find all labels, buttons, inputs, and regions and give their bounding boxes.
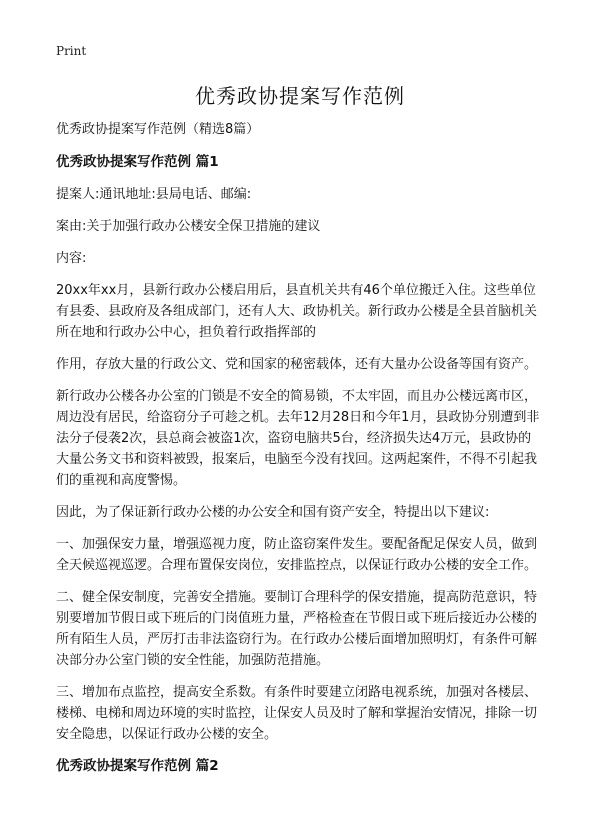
paragraph: 新行政办公楼各办公室的门锁是不安全的简易锁，不太牢固，而且办公楼远离市区，周边没有居民，给盗窃分子可趁之机。去年12月28日和今年1月，县政协分别遭到非法分子侵袭2次，县总商会被盗1次，盗窃电脑共5台，经济损失达4万元，县政协的大量公务文书和资料被毁，报案后，电脑至今没有找回。这两起案件，不得不引起我们的重视和高度警惕。	[56, 389, 540, 488]
document-subtitle: 优秀政协提案写作范例（精选8篇）	[56, 122, 260, 137]
section-heading-1: 优秀政协提案写作范例 篇1	[56, 154, 219, 170]
subject-line: 案由:关于加强行政办公楼安全保卫措施的建议	[56, 219, 321, 234]
proposer-line: 提案人:通讯地址:县局电话、邮编:	[56, 187, 252, 202]
print-label: Print	[56, 44, 87, 58]
paragraph: 三、增加布点监控，提高安全系数。有条件时要建立闭路电视系统，加强对各楼层、楼梯、电梯和周边环境的实时监控，让保安人员及时了解和掌握治安情况，排除一切安全隐患，以保证行政办公楼的安全。	[56, 685, 538, 742]
paragraph: 20xx年xx月，县新行政办公楼启用后，县直机关共有46个单位搬迁入住。这些单位有县委、县政府及各组成部门，还有人大、政协机关。新行政办公楼是全县首脑机关所在地和行政办公中心，担负着行政指挥部的	[56, 283, 538, 340]
paragraph: 二、健全保安制度，完善安全措施。要制订合理科学的保安措施，提高防范意识，特别要增加节假日或下班后的门岗值班力量，严格检查在节假日或下班后接近办公楼的所有陌生人员，严厉打击非法盗窃行为。在行政办公楼后面增加照明灯，有条件可解决部分办公室门锁的安全性能，加强防范措施。	[56, 590, 538, 668]
paragraph: 一、加强保安力量，增强巡视力度，防止盗窃案件发生。要配备配足保安人员，做到全天候巡视巡逻。合理布置保安岗位，安排监控点，以保证行政办公楼的安全工作。	[56, 537, 538, 573]
section-heading-2: 优秀政协提案写作范例 篇2	[56, 758, 219, 774]
document-body	[56, 119, 544, 788]
content-label: 内容:	[56, 251, 87, 266]
paragraph: 作用，存放大量的行政公文、党和国家的秘密载体，还有大量办公设备等国有资产。	[56, 357, 538, 372]
paragraph: 因此，为了保证新行政办公楼的办公安全和国有资产安全，特提出以下建议:	[56, 505, 490, 520]
document-title: 优秀政协提案写作范例	[195, 84, 405, 108]
